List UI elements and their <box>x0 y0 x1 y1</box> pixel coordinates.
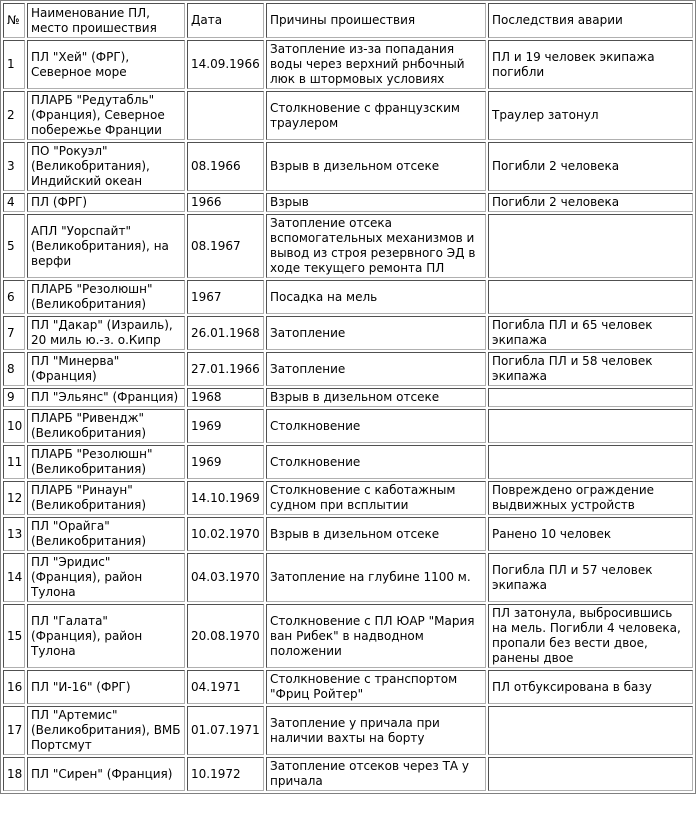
row-cause: Посадка на мель <box>266 280 486 314</box>
row-num: 10 <box>3 409 25 443</box>
row-cause: Затопление из-за попадания воды через верхний рнбочный люк в штормовых условиях <box>266 40 486 89</box>
row-consequences: Ранено 10 человек <box>488 517 693 551</box>
row-num: 2 <box>3 91 25 140</box>
row-consequences <box>488 388 693 407</box>
row-name: АПЛ "Уорспайт" (Великобритания), на верфи <box>27 214 185 278</box>
row-name: ПЛ "Минерва" (Франция) <box>27 352 185 386</box>
row-date: 1969 <box>187 445 264 479</box>
row-name: ПЛАРБ "Резолюшн" (Великобритания) <box>27 280 185 314</box>
row-date: 1969 <box>187 409 264 443</box>
row-name: ПЛАРБ "Ривендж" (Великобритания) <box>27 409 185 443</box>
row-date: 14.09.1966 <box>187 40 264 89</box>
table-row <box>3 670 693 704</box>
row-num: 1 <box>3 40 25 89</box>
row-num: 11 <box>3 445 25 479</box>
table-row <box>3 706 693 755</box>
row-consequences <box>488 757 693 791</box>
table-row <box>3 40 693 89</box>
row-cause: Затопление у причала при наличии вахты на борту <box>266 706 486 755</box>
row-consequences: Повреждено ограждение выдвижных устройств <box>488 481 693 515</box>
row-date: 1967 <box>187 280 264 314</box>
row-cause: Столкновение с транспортом "Фриц Ройтер" <box>266 670 486 704</box>
table-row <box>3 445 693 479</box>
row-date: 14.10.1969 <box>187 481 264 515</box>
row-name: ПЛАРБ "Ринаун" (Великобритания) <box>27 481 185 515</box>
row-consequences: Погибла ПЛ и 58 человек экипажа <box>488 352 693 386</box>
row-num: 8 <box>3 352 25 386</box>
row-name: ПЛ (ФРГ) <box>27 193 185 212</box>
row-consequences: Погибла ПЛ и 65 человек экипажа <box>488 316 693 350</box>
row-name: ПЛ "Галата" (Франция), район Тулона <box>27 604 185 668</box>
row-cause: Столкновение с французским траулером <box>266 91 486 140</box>
row-num: 6 <box>3 280 25 314</box>
row-cause: Взрыв <box>266 193 486 212</box>
row-cause: Столкновение с каботажным судном при всплытии <box>266 481 486 515</box>
row-cause: Затопление на глубине 1100 м. <box>266 553 486 602</box>
row-consequences <box>488 214 693 278</box>
row-consequences: ПЛ отбуксирована в базу <box>488 670 693 704</box>
row-name: ПЛ "Эридис" (Франция), район Тулона <box>27 553 185 602</box>
row-cause: Столкновение <box>266 445 486 479</box>
row-num: 12 <box>3 481 25 515</box>
row-cause: Взрыв в дизельном отсеке <box>266 142 486 191</box>
header-num: № <box>3 3 25 38</box>
row-date: 27.01.1966 <box>187 352 264 386</box>
row-num: 3 <box>3 142 25 191</box>
row-cause: Взрыв в дизельном отсеке <box>266 388 486 407</box>
table-row <box>3 316 693 350</box>
row-date: 01.07.1971 <box>187 706 264 755</box>
header-date: Дата <box>187 3 264 38</box>
row-name: ПЛ "Дакар" (Израиль), 20 миль ю.-з. о.Кипр <box>27 316 185 350</box>
table-row <box>3 757 693 791</box>
row-num: 14 <box>3 553 25 602</box>
row-date: 04.03.1970 <box>187 553 264 602</box>
row-date: 10.1972 <box>187 757 264 791</box>
row-consequences <box>488 706 693 755</box>
header-row <box>3 3 693 38</box>
row-cause: Взрыв в дизельном отсеке <box>266 517 486 551</box>
row-date: 08.1967 <box>187 214 264 278</box>
row-consequences: Погибли 2 человека <box>488 142 693 191</box>
row-num: 15 <box>3 604 25 668</box>
row-num: 13 <box>3 517 25 551</box>
row-consequences <box>488 445 693 479</box>
table-row <box>3 193 693 212</box>
row-cause: Столкновение <box>266 409 486 443</box>
row-num: 5 <box>3 214 25 278</box>
table-row <box>3 91 693 140</box>
table-row <box>3 553 693 602</box>
table-row <box>3 409 693 443</box>
row-date: 26.01.1968 <box>187 316 264 350</box>
header-name: Наименование ПЛ, место проишествия <box>27 3 185 38</box>
row-cause: Затопление отсеков через ТА у причала <box>266 757 486 791</box>
header-cause: Причины проишествия <box>266 3 486 38</box>
table-row <box>3 604 693 668</box>
table-row <box>3 388 693 407</box>
row-consequences: ПЛ затонула, выбросившись на мель. Погибли 4 человека, пропали без вести двое, ранены двое <box>488 604 693 668</box>
row-consequences: Погибли 2 человека <box>488 193 693 212</box>
table-row <box>3 517 693 551</box>
row-cause: Затопление <box>266 352 486 386</box>
row-num: 4 <box>3 193 25 212</box>
row-date: 20.08.1970 <box>187 604 264 668</box>
row-consequences: Погибла ПЛ и 57 человек экипажа <box>488 553 693 602</box>
row-consequences: Траулер затонул <box>488 91 693 140</box>
row-date: 04.1971 <box>187 670 264 704</box>
row-name: ПЛ "И-16" (ФРГ) <box>27 670 185 704</box>
table-row <box>3 142 693 191</box>
row-num: 17 <box>3 706 25 755</box>
row-cause: Затопление <box>266 316 486 350</box>
header-consequences: Последствия аварии <box>488 3 693 38</box>
row-consequences: ПЛ и 19 человек экипажа погибли <box>488 40 693 89</box>
row-name: ПЛ "Эльянс" (Франция) <box>27 388 185 407</box>
row-consequences <box>488 280 693 314</box>
row-name: ПЛ "Хей" (ФРГ), Северное море <box>27 40 185 89</box>
row-name: ПЛ "Сирен" (Франция) <box>27 757 185 791</box>
row-name: ПО "Рокуэл" (Великобритания), Индийский океан <box>27 142 185 191</box>
row-num: 16 <box>3 670 25 704</box>
row-name: ПЛАРБ "Редутабль" (Франция), Северное побережье Франции <box>27 91 185 140</box>
row-date: 08.1966 <box>187 142 264 191</box>
table-row <box>3 214 693 278</box>
row-date: 10.02.1970 <box>187 517 264 551</box>
row-num: 9 <box>3 388 25 407</box>
table-row <box>3 352 693 386</box>
row-num: 7 <box>3 316 25 350</box>
row-name: ПЛ "Орайга" (Великобритания) <box>27 517 185 551</box>
table-row <box>3 481 693 515</box>
row-name: ПЛАРБ "Резолюшн" (Великобритания) <box>27 445 185 479</box>
row-num: 18 <box>3 757 25 791</box>
row-date <box>187 91 264 140</box>
row-cause: Столкновение с ПЛ ЮАР "Мария ван Рибек" в надводном положении <box>266 604 486 668</box>
row-date: 1968 <box>187 388 264 407</box>
table-row <box>3 280 693 314</box>
row-cause: Затопление отсека вспомогательных механизмов и вывод из строя резервного ЭД в ходе текущего ремонта ПЛ <box>266 214 486 278</box>
row-date: 1966 <box>187 193 264 212</box>
row-name: ПЛ "Артемис" (Великобритания), ВМБ Портсмут <box>27 706 185 755</box>
row-consequences <box>488 409 693 443</box>
